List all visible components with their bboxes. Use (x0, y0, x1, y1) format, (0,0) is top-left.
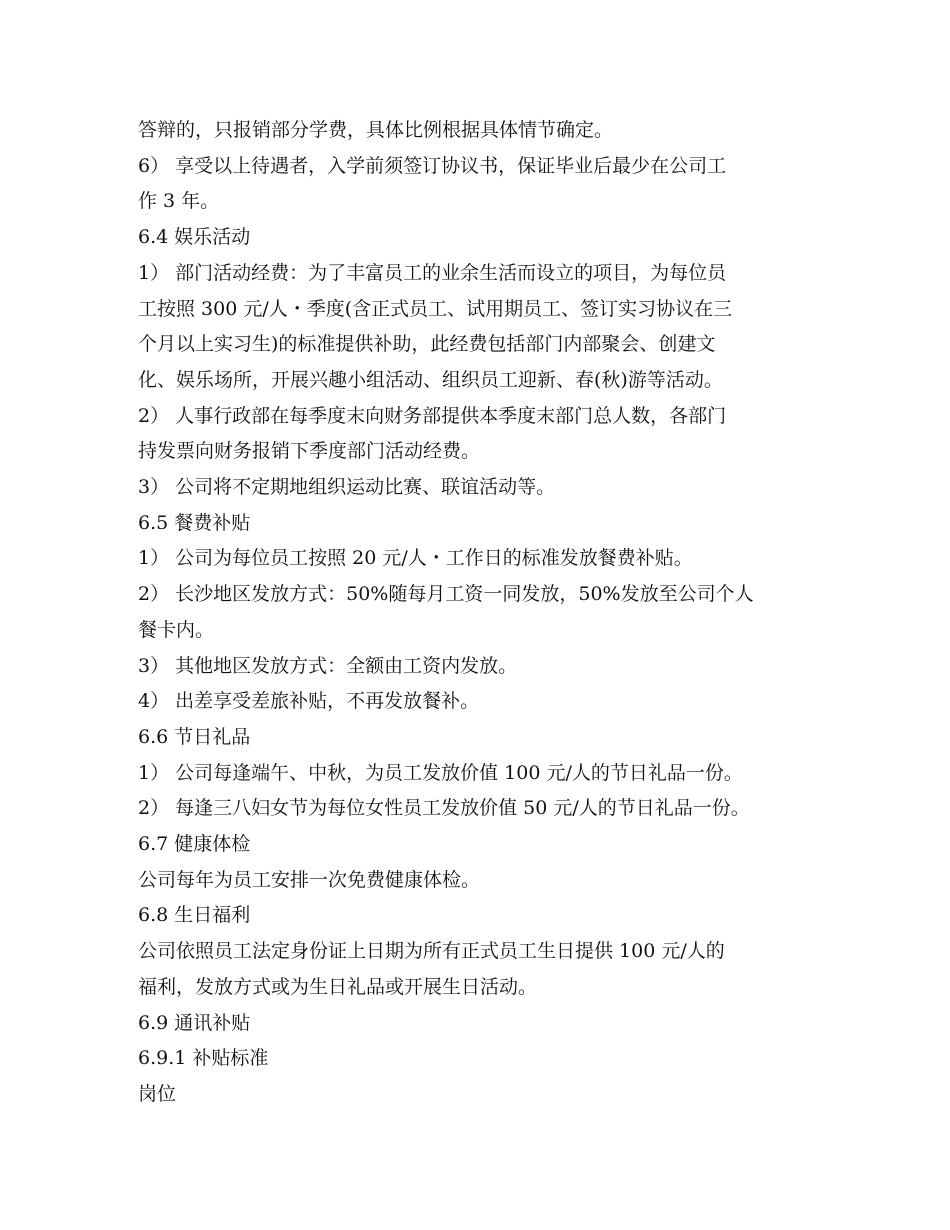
document-page (138, 113, 818, 1113)
text-line: 2） 长沙地区发放方式：50%随每月工资一同发放，50%发放至公司个人 (138, 583, 754, 606)
text-line: 2） 人事行政部在每季度末向财务部提供本季度末部门总人数，各部门 (138, 404, 727, 427)
text-line: 个月以上实习生)的标准提供补助，此经费包括部门内部聚会、创建文 (138, 333, 716, 356)
text-line: 公司依照员工法定身份证上日期为所有正式员工生日提供 100 元/人的 (138, 940, 725, 963)
text-line: 1） 部门活动经费：为了丰富员工的业余生活而设立的项目，为每位员 (138, 261, 727, 284)
section-heading: 6.7 健康体检 (138, 833, 251, 856)
section-heading: 6.4 娱乐活动 (138, 226, 251, 249)
text-line: 3） 其他地区发放方式：全额由工资内发放。 (138, 654, 518, 677)
subsection-heading: 6.9.1 补贴标准 (138, 1047, 269, 1070)
text-line: 1） 公司每逢端午、中秋，为员工发放价值 100 元/人的节日礼品一份。 (138, 761, 743, 784)
text-line: 6） 享受以上待遇者，入学前须签订协议书，保证毕业后最少在公司工 (138, 154, 727, 177)
text-line: 公司每年为员工安排一次免费健康体检。 (138, 868, 481, 891)
text-line: 餐卡内。 (138, 618, 215, 641)
text-line: 化、娱乐场所，开展兴趣小组活动、组织员工迎新、春(秋)游等活动。 (138, 368, 723, 391)
section-heading: 6.6 节日礼品 (138, 725, 251, 748)
section-heading: 6.9 通讯补贴 (138, 1011, 251, 1034)
text-line: 答辩的，只报销部分学费，具体比例根据具体情节确定。 (138, 119, 614, 141)
section-heading: 6.5 餐费补贴 (138, 511, 251, 534)
text-line: 2） 每逢三八妇女节为每位女性员工发放价值 50 元/人的节日礼品一份。 (138, 797, 750, 820)
text-line: 岗位 (138, 1082, 177, 1105)
text-line: 3） 公司将不定期地组织运动比赛、联谊活动等。 (138, 476, 556, 499)
text-line: 1） 公司为每位员工按照 20 元/人・工作日的标准发放餐费补贴。 (138, 547, 693, 570)
section-heading: 6.8 生日福利 (138, 904, 251, 927)
text-line: 持发票向财务报销下季度部门活动经费。 (138, 440, 481, 463)
text-line: 作 3 年。 (138, 190, 220, 213)
text-line: 4） 出差享受差旅补贴，不再发放餐补。 (138, 690, 480, 713)
text-line: 福利，发放方式或为生日礼品或开展生日活动。 (138, 975, 538, 998)
text-line: 工按照 300 元/人・季度(含正式员工、试用期员工、签订实习协议在三 (138, 297, 733, 320)
